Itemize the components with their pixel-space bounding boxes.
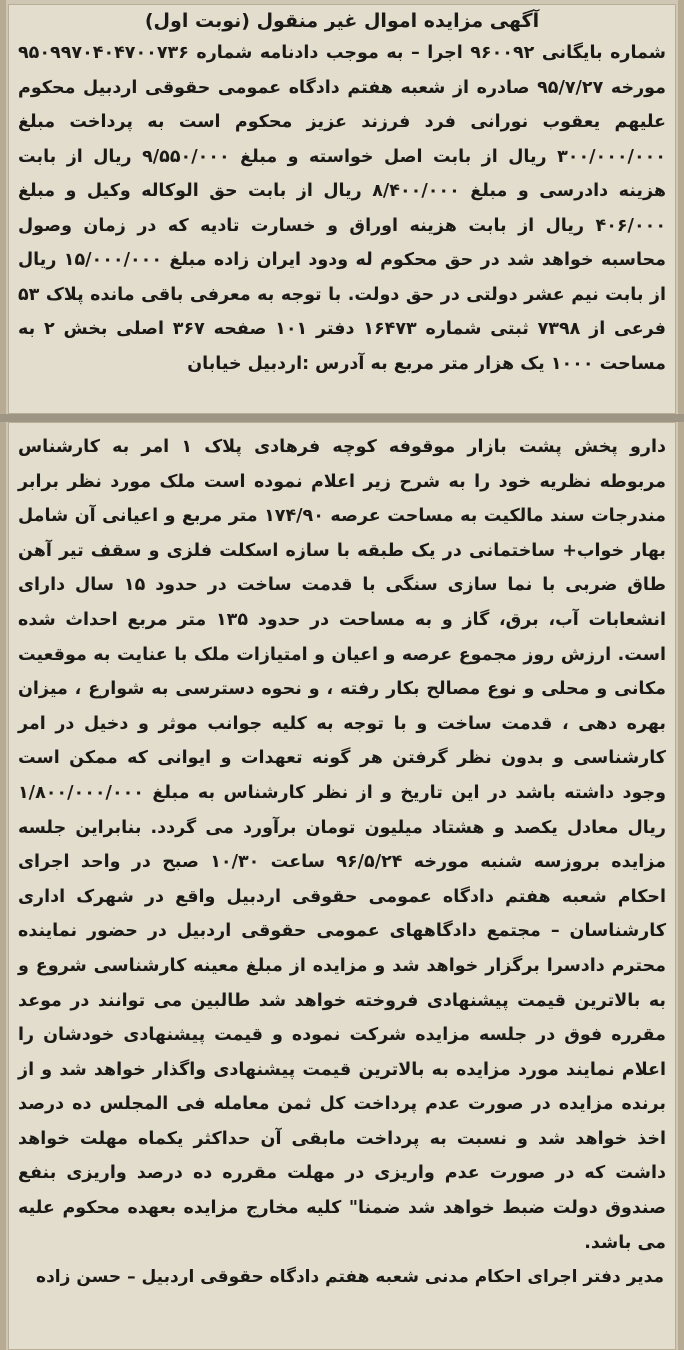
notice-top-column xyxy=(8,4,676,414)
notice-bottom-column xyxy=(8,422,676,1350)
column-divider xyxy=(0,414,684,422)
left-edge xyxy=(0,0,6,1350)
right-edge xyxy=(678,0,684,1350)
notice-paragraph-1: شماره بایگانی ۹۶۰۰۹۲ اجرا – به موجب دادنامه شماره ۹۵۰۹۹۷۰۴۰۴۷۰۰۷۳۶ مورخه ۹۵/۷/۲۷ صادره از شعبه هفتم دادگاه عمومی حقوقی اردبیل محکوم علیهم یعقوب نورانی فرد فرزند عزیز محکوم است به پرداخت مبلغ ۳۰۰/۰۰۰/۰۰۰ ریال از بابت اصل خواسته و مبلغ ۹/۵۵۰/۰۰۰ ریال از بابت هزینه دادرسی و مبلغ ۸/۴۰۰/۰۰۰ ریال از بابت حق الوکاله وکیل و مبلغ ۴۰۶/۰۰۰ ریال از بابت هزینه اوراق و خسارت تادیه که در زمان وصول محاسبه خواهد شد در حق محکوم له ودود ایران زاده مبلغ ۱۵/۰۰۰/۰۰۰ ریال از بابت نیم عشر دولتی در حق دولت. با توجه به معرفی باقی مانده پلاک ۵۳ فرعی از ۷۳۹۸ ثبتی شماره ۱۶۴۷۳ دفتر ۱۰۱ صفحه ۳۶۷ اصلی بخش ۲ به مساحت ۱۰۰۰ یک هزار متر مربع به آدرس :اردبیل خیابان xyxy=(18,43,667,374)
notice-title: آگهی مزایده اموال غیر منقول (نوبت اول) xyxy=(144,10,540,32)
notice-paragraph-2: دارو پخش پشت بازار موقوفه کوچه فرهادی پلاک ۱ امر به کارشناس مربوطه نظریه خود را به شرح زیر اعلام نموده است ملک مورد نظر برابر مندرجات سند مالکیت به مساحت عرصه ۱۷۴/۹۰ متر مربع و اعیانی آن شامل بهار خواب+ ساختمانی در یک طبقه با سازه اسکلت فلزی و سقف تیر آهن طاق ضربی با نما سازی سنگی با قدمت ساخت در حدود ۱۵ سال دارای انشعابات آب، برق، گاز و به مساحت در حدود ۱۳۵ متر مربع احداث شده است. ارزش روز مجموع عرصه و اعیان و امتیازات ملک با عنایت به موقعیت مکانی و محلی و نوع مصالح بکار رفته ، و نحوه دسترسی به شوارع ، میزان بهره دهی ، قدمت ساخت و با توجه به کلیه جوانب موثر و دخیل در امر کارشناسی و بدون نظر گرفتن هر گونه تعهدات و ایوانی که ممکن است وجود داشته باشد در این تاریخ و از نظر کارشناس به مبلغ ۱/۸۰۰/۰۰۰/۰۰۰ ریال معادل یکصد و هشتاد میلیون تومان برآورد می گردد. بنابراین جلسه مزایده بروزسه شنبه مورخه ۹۶/۵/۲۴ ساعت ۱۰/۳۰ صبح در واحد اجرای احکام شعبه هفتم دادگاه عمومی حقوقی اردبیل واقع در شهرک اداری کارشناسان – مجتمع دادگاههای عمومی حقوقی اردبیل در حضور نماینده محترم دادسرا برگزار خواهد شد و مزایده از مبلغ معینه کارشناسی شروع و به بالاترین قیمت پیشنهادی فروخته خواهد شد طالبین می توانند در موعد مقرره فوق در جلسه مزایده شرکت نموده و قیمت پیشنهادی خودشان را اعلام نمایند مورد مزایده به بالاترین قیمت پیشنهادی واگذار خواهد شد و از برنده مزایده در صورت عدم پرداخت کل ثمن معامله فی المجلس ده درصد اخذ خواهد شد و نسبت به پرداخت مابقی آن حداکثر یکماه مهلت خواهد داشت که در صورت عدم واریزی در مهلت مقرره ده درصد واریزی بنفع صندوق دولت ضبط خواهد شد ضمنا" کلیه مخارج مزایده بعهده محکوم علیه می باشد. xyxy=(18,437,666,1253)
notice-signature: مدیر دفتر اجرای احکام مدنی شعبه هفتم دادگاه حقوقی اردبیل – حسن زاده xyxy=(36,1267,664,1288)
